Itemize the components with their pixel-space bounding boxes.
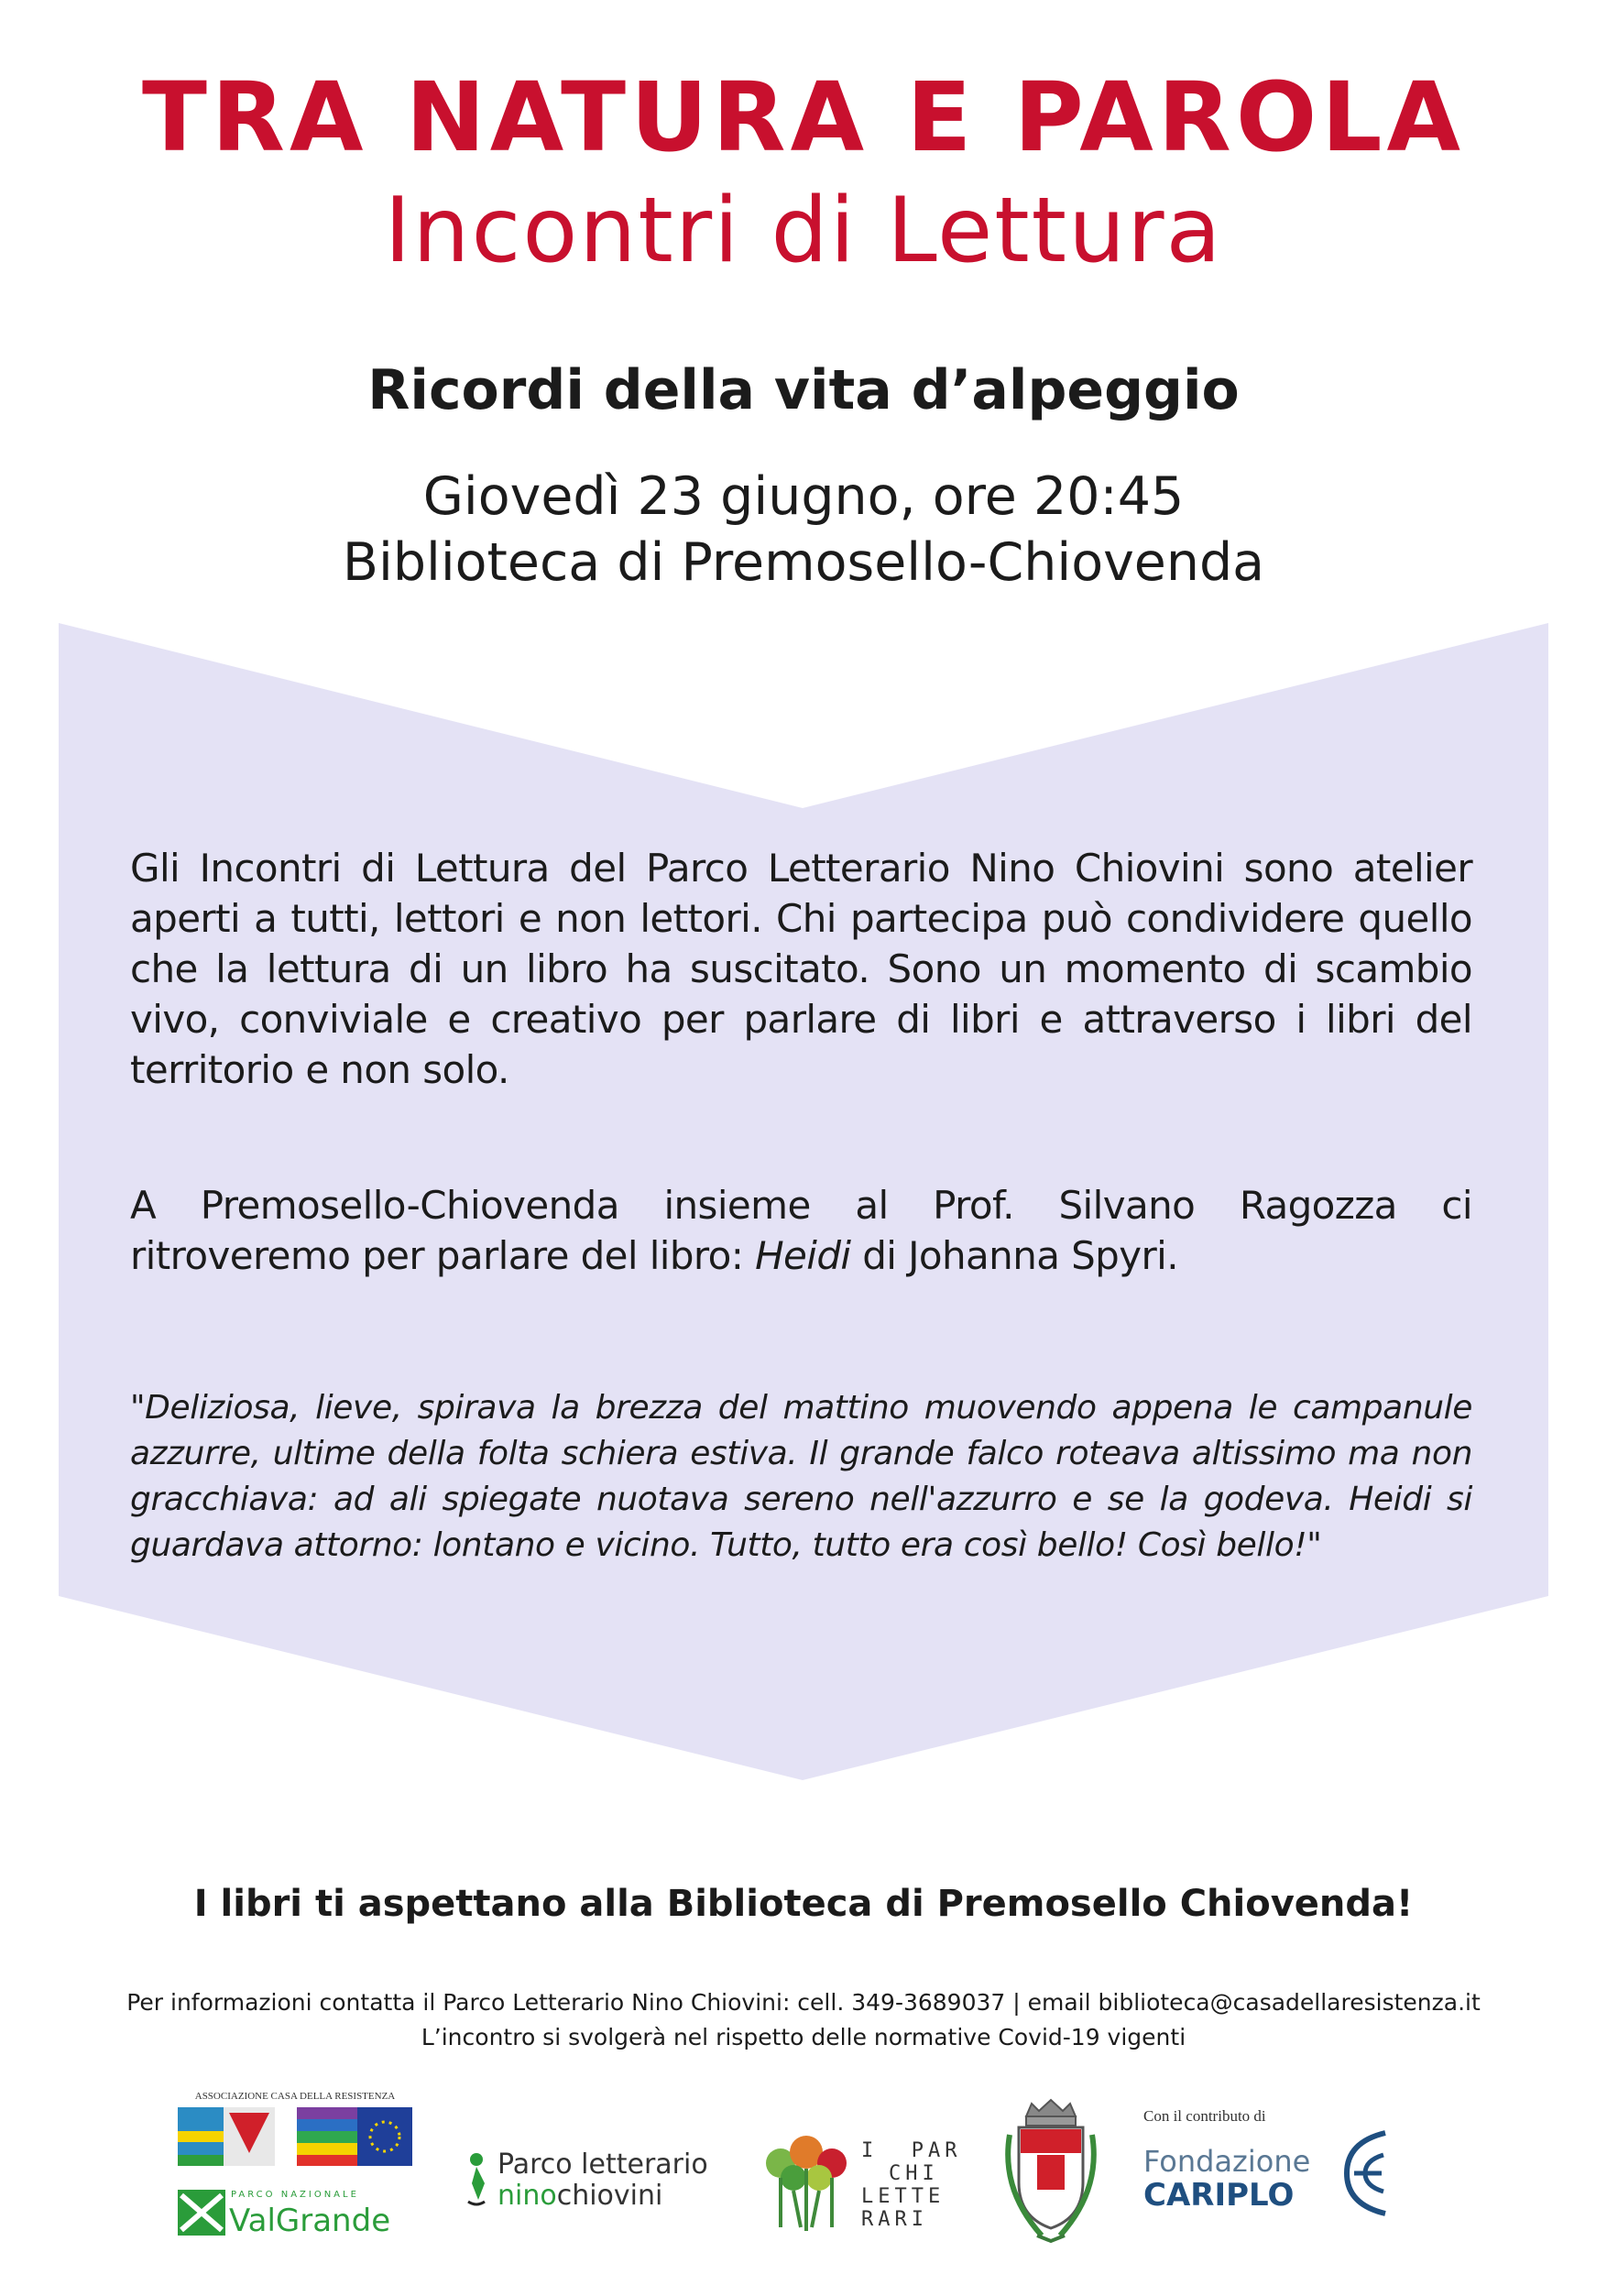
cariplo-symbol-icon xyxy=(1341,2127,1391,2219)
parco-letterario-logo xyxy=(463,2148,728,2213)
parchi-line-4: RARI xyxy=(861,2208,928,2231)
casa-resistenza-label: ASSOCIAZIONE CASA DELLA RESISTENZA xyxy=(194,2091,396,2102)
event-title: Ricordi della vita d’alpeggio xyxy=(367,358,1240,422)
event-paragraph-text: A Premosello-Chiovenda insieme al Prof. Silvano Ragozza ci ritroveremo per parlare del libro: xyxy=(130,1183,1472,1278)
coat-of-arms-icon xyxy=(1000,2098,1101,2245)
parco-nazionale-label: PARCO NAZIONALE xyxy=(231,2190,359,2200)
cariplo-contributo-label: Con il contributo di xyxy=(1143,2107,1266,2125)
event-paragraph xyxy=(130,1180,1472,1281)
cariplo-logo xyxy=(1143,2107,1391,2226)
parco-letterario-label: Parco letterario xyxy=(497,2148,708,2181)
book-quote: "Deliziosa, lieve, spirava la brezza del mattino muovendo appena le campanule azzurre, ultime della folta schiera estiva. Il grande falco roteava altissimo ma non gracchiava: ad ali spiegate nuotava sereno nell'azzurro e se la godeva. Heidi si guardava attorno: lontano e vicino. Tutto, tutto era così bello! Così bello!" xyxy=(130,1389,1472,1564)
parchi-line-2: CHI xyxy=(889,2162,939,2185)
parchi-line-3: LETTE xyxy=(861,2185,946,2208)
pen-figure-icon xyxy=(463,2152,490,2209)
contact-info: Per informazioni contatta il Parco Letterario Nino Chiovini: cell. 349-3689037 | email biblioteca@casadellaresistenza.it xyxy=(126,1989,1481,2016)
parchi-line-1: I PAR xyxy=(861,2139,962,2162)
event-date-time: Giovedì 23 giugno, ore 20:45 xyxy=(422,466,1185,527)
trees-icon xyxy=(760,2136,852,2236)
book-title: Heidi xyxy=(755,1233,851,1278)
cariplo-fondazione-label: Fondazione xyxy=(1143,2144,1311,2179)
event-location: Biblioteca di Premosello-Chiovenda xyxy=(342,532,1265,593)
covid-note: L’incontro si svolgerà nel rispetto delle normative Covid-19 vigenti xyxy=(421,2024,1186,2050)
cariplo-name-label: CARIPLO xyxy=(1143,2177,1295,2214)
parchi-letterari-logo xyxy=(760,2130,971,2240)
flags-icon xyxy=(178,2107,412,2166)
nino-label: nino xyxy=(497,2180,557,2212)
event-paragraph-author: di Johanna Spyri. xyxy=(850,1233,1178,1278)
main-subtitle: Incontri di Lettura xyxy=(384,179,1223,283)
casa-resistenza-logo xyxy=(178,2091,412,2248)
intro-paragraph: Gli Incontri di Lettura del Parco Letterario Nino Chiovini sono atelier aperti a tutti, lettori e non lettori. Chi partecipa può condividere quello che la lettura di un libro ha suscitato. Sono un momento di scambio vivo, conviviale e creativo per parlare di libri e attraverso i libri del territorio e non solo. xyxy=(130,846,1472,1092)
valgrande-label: ValGrande xyxy=(229,2203,391,2239)
valgrande-icon xyxy=(178,2190,225,2236)
main-title: TRA NATURA E PAROLA xyxy=(141,61,1465,173)
chiovini-label: chiovini xyxy=(556,2180,663,2212)
nino-chiovini-label xyxy=(497,2180,662,2212)
closing-message: I libri ti aspettano alla Biblioteca di Premosello Chiovenda! xyxy=(193,1883,1414,1925)
parchi-letterari-wordmark xyxy=(861,2139,961,2231)
